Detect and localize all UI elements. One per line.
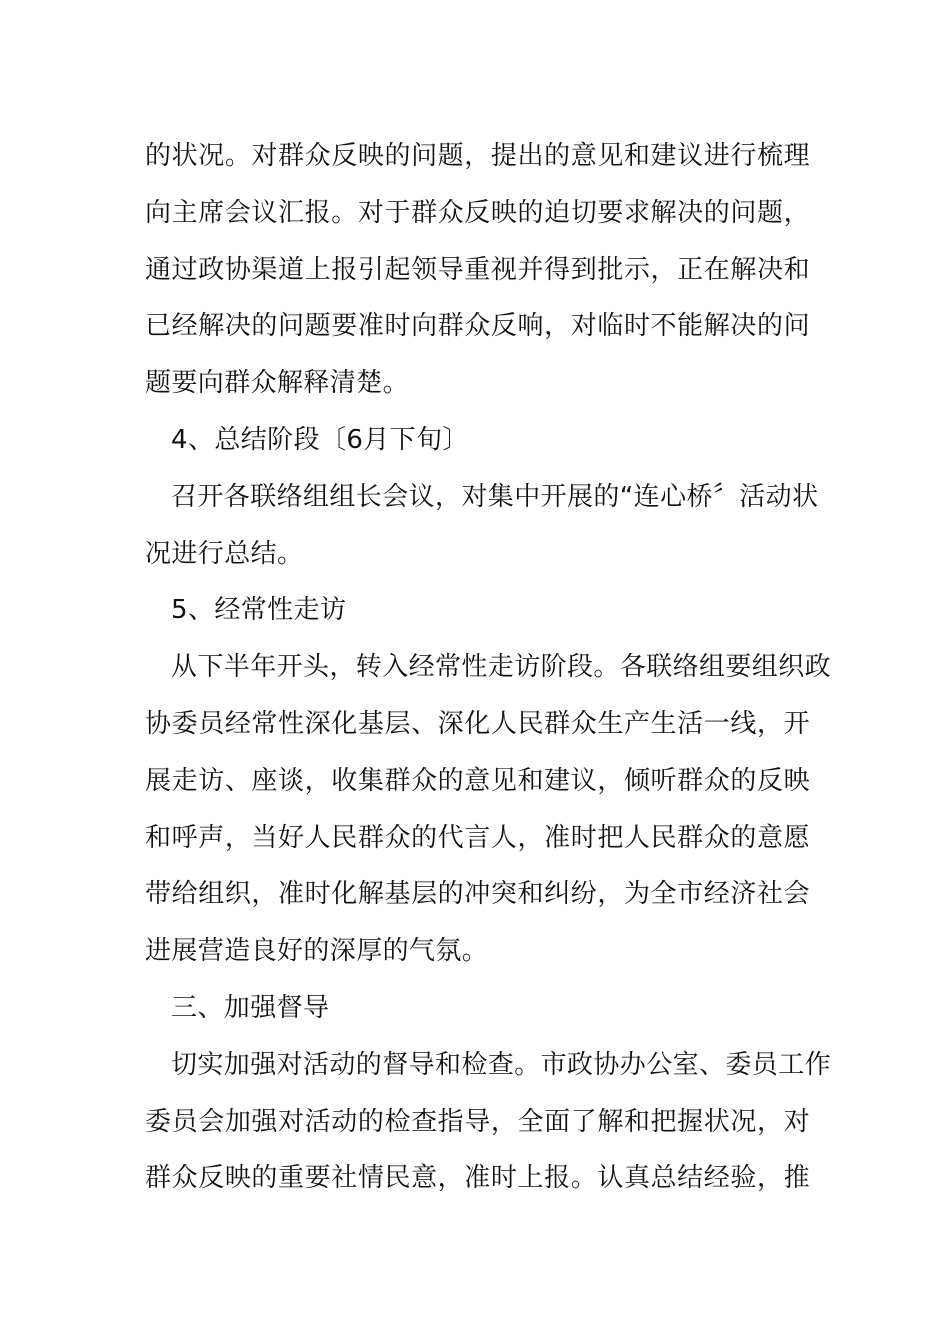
document-body bbox=[145, 128, 832, 1207]
text-line: 题要向群众解释清楚。 bbox=[145, 368, 410, 399]
text-line: 召开各联络组组长会议，对集中开展的“连心桥〞活动状 bbox=[171, 481, 819, 512]
text-line: 三、加强督导 bbox=[171, 992, 330, 1023]
text-line: 4、总结阶段〔6月下旬〕 bbox=[171, 424, 469, 455]
text-line: 进展营造良好的深厚的气氛。 bbox=[145, 936, 489, 967]
text-line: 切实加强对活动的督导和检查。市政协办公室、委员工作 bbox=[171, 1049, 832, 1080]
text-line: 通过政协渠道上报引起领导重视并得到批示，正在解决和 bbox=[145, 254, 810, 285]
text-line: 带给组织，准时化解基层的冲突和纠纷，为全市经济社会 bbox=[145, 879, 810, 910]
text-line: 5、经常性走访 bbox=[171, 595, 347, 626]
text-line: 况进行总结。 bbox=[145, 538, 304, 569]
text-line: 已经解决的问题要准时向群众反响，对临时不能解决的问 bbox=[145, 311, 810, 342]
text-line: 展走访、座谈，收集群众的意见和建议，倾听群众的反映 bbox=[145, 765, 810, 796]
text-line: 协委员经常性深化基层、深化人民群众生产生活一线，开 bbox=[145, 708, 810, 739]
text-line: 委员会加强对活动的检查指导，全面了解和把握状况，对 bbox=[145, 1106, 810, 1137]
text-line: 向主席会议汇报。对于群众反映的迫切要求解决的问题， bbox=[145, 197, 810, 228]
text-line: 群众反映的重要社情民意，准时上报。认真总结经验，推 bbox=[145, 1163, 810, 1194]
text-line: 和呼声，当好人民群众的代言人，准时把人民群众的意愿 bbox=[145, 822, 810, 853]
text-line: 从下半年开头，转入经常性走访阶段。各联络组要组织政 bbox=[171, 652, 832, 683]
text-line: 的状况。对群众反映的问题，提出的意见和建议进行梳理 bbox=[145, 141, 810, 171]
